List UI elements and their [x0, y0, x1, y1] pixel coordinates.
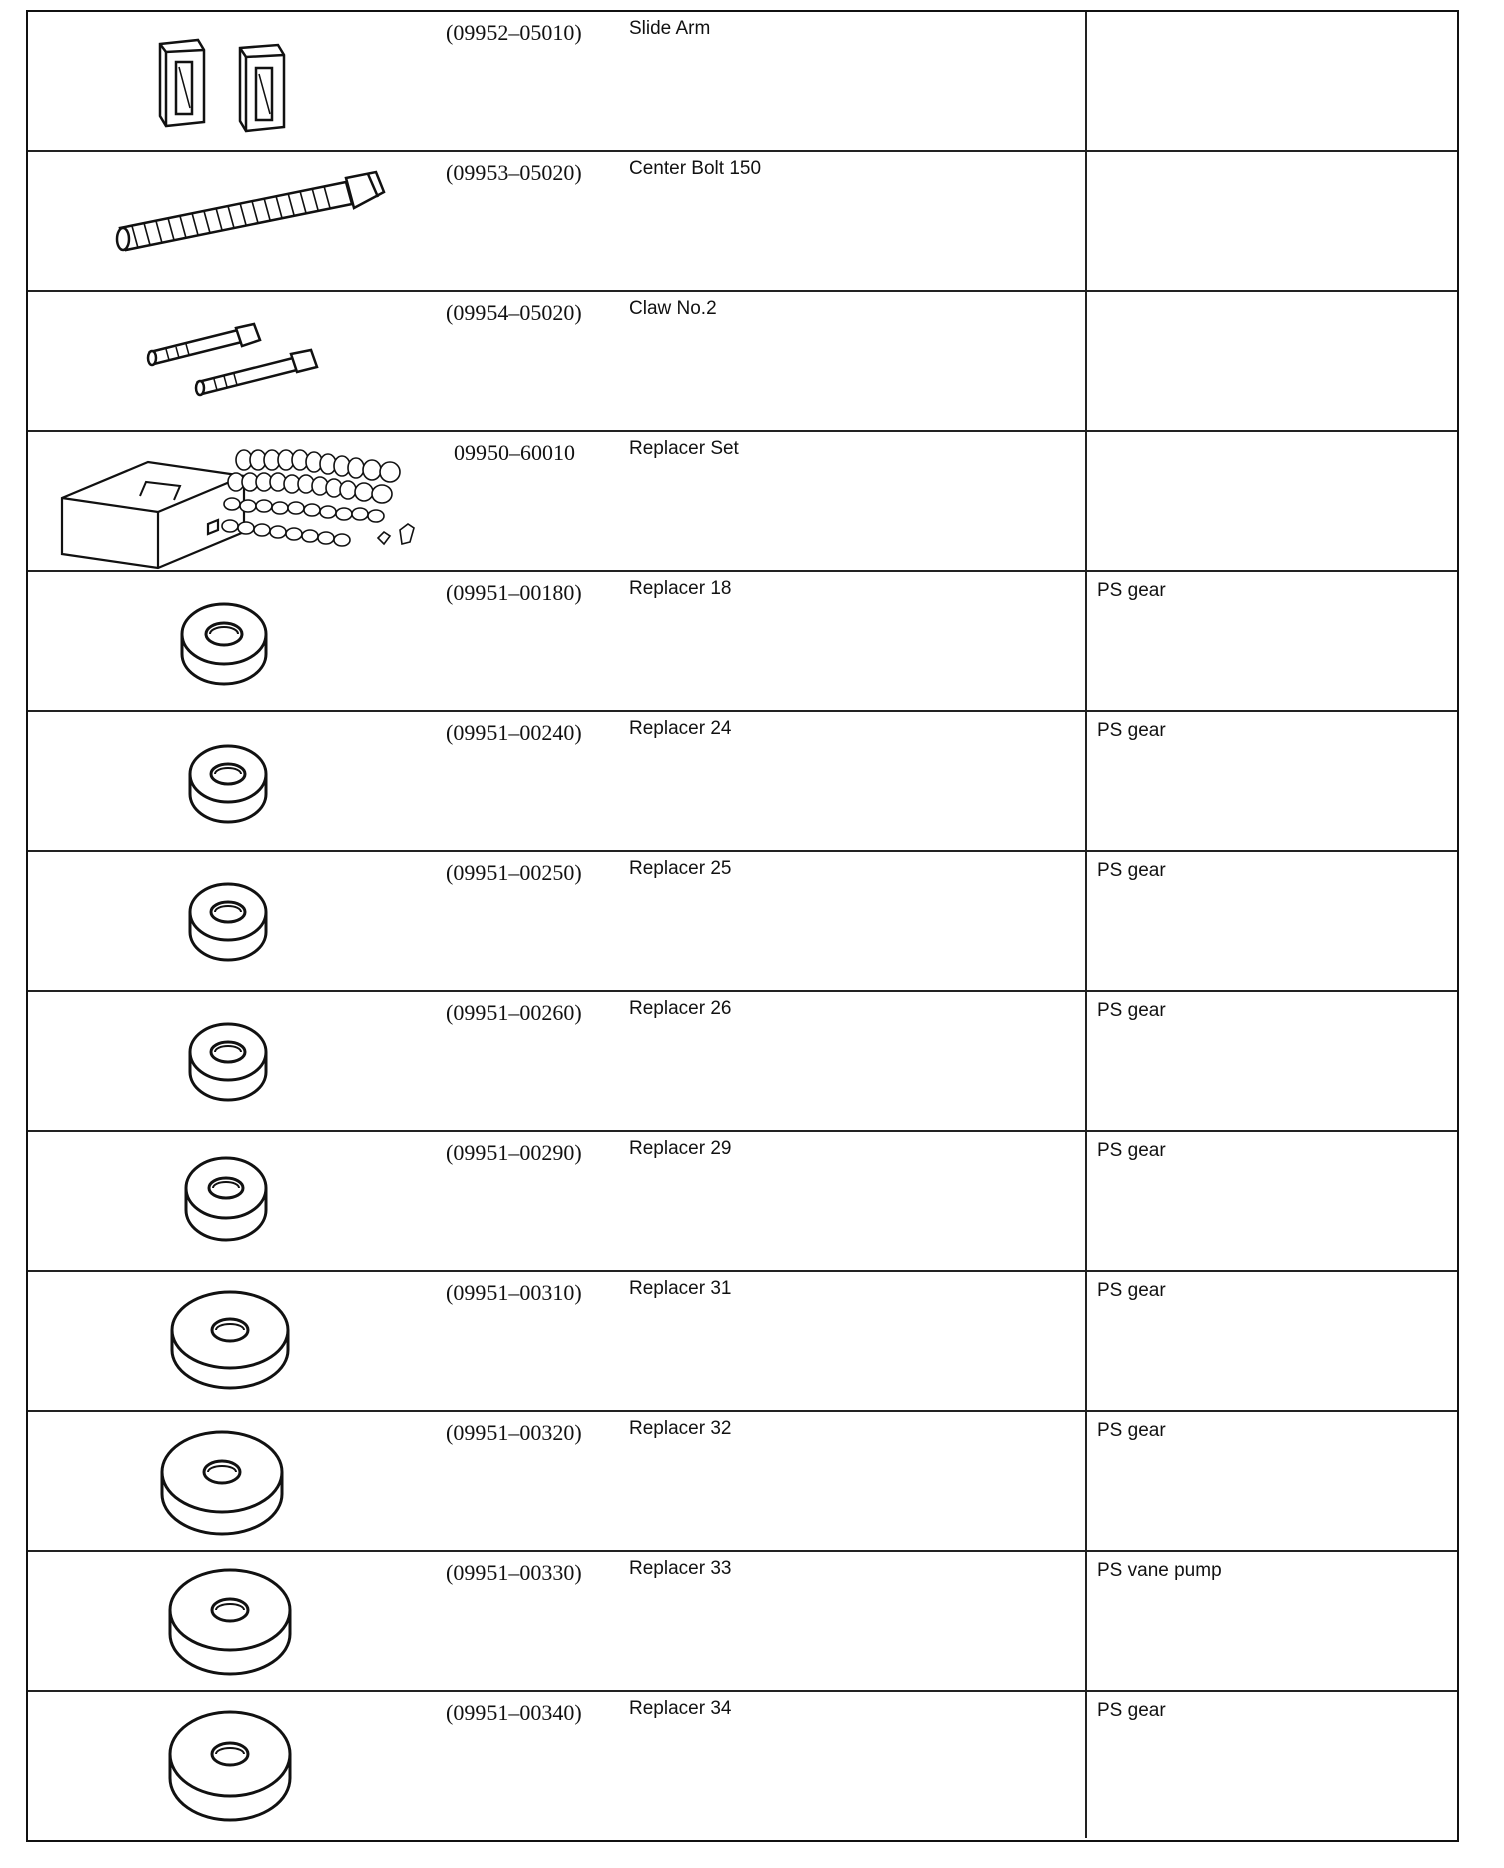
application-text: PS gear [1097, 1000, 1166, 1021]
application-cell [1085, 1132, 1457, 1270]
illustration-cell [28, 992, 448, 1130]
part-number: (09954–05020) [446, 300, 582, 325]
table-row [28, 572, 1457, 712]
application-text: PS gear [1097, 1700, 1166, 1721]
table-row [28, 292, 1457, 432]
part-number: (09951–00260) [446, 1000, 582, 1025]
table-row [28, 12, 1457, 152]
table-row [28, 1692, 1457, 1838]
tool-name: Center Bolt 150 [629, 158, 762, 179]
replacer-ring-icon [28, 1132, 448, 1272]
replacer-ring-icon [28, 712, 448, 852]
part-number: (09951–00330) [446, 1560, 582, 1585]
illustration-cell [28, 1552, 448, 1690]
part-number: (09951–00250) [446, 860, 582, 885]
illustration-cell [28, 152, 448, 290]
table-row [28, 1552, 1457, 1692]
application-cell [1085, 152, 1457, 290]
application-text: PS gear [1097, 860, 1166, 881]
illustration-cell [28, 12, 448, 150]
application-text: PS gear [1097, 580, 1166, 601]
table-row [28, 992, 1457, 1132]
part-number: (09951–00290) [446, 1140, 582, 1165]
slide-arm-icon [28, 12, 448, 152]
claw-icon [28, 292, 448, 432]
part-number: (09951–00240) [446, 720, 582, 745]
application-cell [1085, 572, 1457, 710]
tool-name: Replacer 24 [629, 718, 732, 739]
tool-name: Replacer 18 [629, 578, 732, 599]
part-number: (09951–00180) [446, 580, 582, 605]
part-number: (09951–00340) [446, 1700, 582, 1725]
application-cell [1085, 12, 1457, 150]
illustration-cell [28, 852, 448, 990]
part-number: (09951–00320) [446, 1420, 582, 1445]
tool-name: Replacer Set [629, 438, 739, 459]
tool-name: Replacer 33 [629, 1558, 732, 1579]
tool-name: Replacer 29 [629, 1138, 732, 1159]
tool-name: Replacer 26 [629, 998, 732, 1019]
application-text: PS gear [1097, 1280, 1166, 1301]
table-row [28, 432, 1457, 572]
illustration-cell [28, 1132, 448, 1270]
table-row [28, 1132, 1457, 1272]
application-cell [1085, 1412, 1457, 1550]
center-bolt-icon [28, 152, 448, 292]
table-row [28, 1272, 1457, 1412]
application-cell [1085, 992, 1457, 1130]
application-text: PS gear [1097, 720, 1166, 741]
table-row [28, 1412, 1457, 1552]
replacer-ring-icon [28, 1412, 448, 1552]
tool-name: Claw No.2 [629, 298, 717, 319]
replacer-ring-icon [28, 992, 448, 1132]
illustration-cell [28, 432, 448, 570]
part-number: (09953–05020) [446, 160, 582, 185]
application-cell [1085, 852, 1457, 990]
application-cell [1085, 432, 1457, 570]
replacer-ring-icon [28, 1272, 448, 1412]
illustration-cell [28, 572, 448, 710]
sst-table [26, 10, 1459, 1842]
table-row [28, 712, 1457, 852]
illustration-cell [28, 712, 448, 850]
table-row [28, 152, 1457, 292]
replacer-ring-icon [28, 1692, 448, 1838]
replacer-set-icon [28, 432, 448, 572]
illustration-cell [28, 1412, 448, 1550]
tool-name: Replacer 32 [629, 1418, 732, 1439]
table-row [28, 852, 1457, 992]
application-cell [1085, 1692, 1457, 1838]
illustration-cell [28, 1692, 448, 1838]
part-number: 09950–60010 [454, 440, 575, 465]
tool-name: Replacer 34 [629, 1698, 732, 1719]
replacer-ring-icon [28, 572, 448, 712]
replacer-ring-icon [28, 1552, 448, 1692]
application-cell [1085, 1552, 1457, 1690]
part-number: (09951–00310) [446, 1280, 582, 1305]
illustration-cell [28, 292, 448, 430]
application-cell [1085, 1272, 1457, 1410]
application-text: PS gear [1097, 1420, 1166, 1441]
application-cell [1085, 292, 1457, 430]
application-text: PS vane pump [1097, 1560, 1222, 1581]
illustration-cell [28, 1272, 448, 1410]
tool-name: Replacer 25 [629, 858, 732, 879]
part-number: (09952–05010) [446, 20, 582, 45]
application-text: PS gear [1097, 1140, 1166, 1161]
tool-name: Slide Arm [629, 18, 711, 39]
tool-name: Replacer 31 [629, 1278, 732, 1299]
replacer-ring-icon [28, 852, 448, 992]
application-cell [1085, 712, 1457, 850]
